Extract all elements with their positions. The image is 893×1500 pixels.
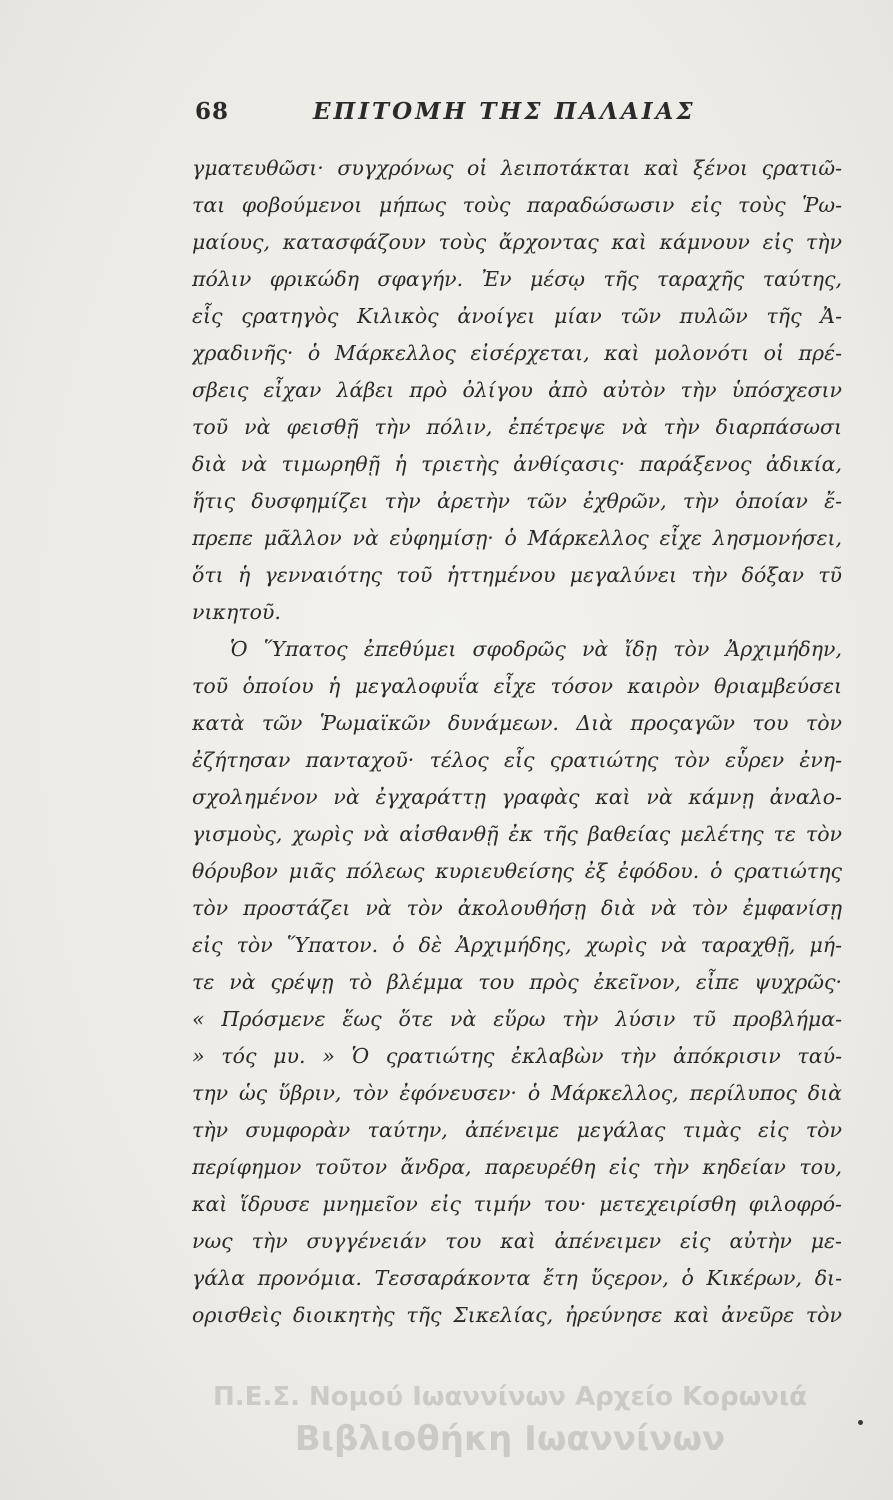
text-line: σβεις εἶχαν λάβει πρὸ ὀλίγου ἀπὸ αὐτὸν τὴν ὑπόσχεσιν — [192, 378, 842, 402]
running-title: ΕΠΙΤΟΜΗ ΤΗΣ ΠΑΛΑΙΑΣ — [313, 98, 696, 125]
text-line: τε νὰ ςρέψῃ τὸ βλέμμα του πρὸς ἐκεῖνον, εἶπε ψυχρῶς· — [192, 970, 842, 994]
text-line: γματευθῶσι· συγχρόνως οἱ λειποτάκται καὶ ξένοι ςρατιῶ- — [192, 156, 842, 180]
page-header — [195, 98, 835, 138]
text-line: πόλιν φρικώδη σφαγήν. Ἐν μέσῳ τῆς ταραχῆς ταύτης, — [192, 267, 842, 291]
text-line: πρεπε μᾶλλον νὰ εὐφημίσῃ· ὁ Μάρκελλος εἶχε λησμονήσει, — [192, 526, 842, 550]
text-line: » τός μυ. » Ὁ ςρατιώτης ἐκλαβὼν τὴν ἀπόκρισιν ταύ- — [192, 1044, 842, 1068]
text-line: ται φοβούμενοι μήπως τοὺς παραδώσωσιν εἰς τοὺς Ῥω- — [192, 193, 842, 217]
body-text — [192, 150, 842, 1334]
text-line: χραδινῆς· ὁ Μάρκελλος εἰσέρχεται, καὶ μολονότι οἱ πρέ- — [192, 341, 842, 365]
text-line: γάλα προνόμια. Τεσσαράκοντα ἔτη ὕςερον, ὁ Κικέρων, δι- — [192, 1266, 842, 1290]
text-line: διὰ νὰ τιμωρηθῇ ἡ τριετὴς ἀνθίςασις· παράξενος ἀδικία, — [192, 452, 842, 476]
ink-dot — [858, 1420, 863, 1425]
text-line: εἰς τὸν Ὕπατον. ὁ δὲ Ἀρχιμήδης, χωρὶς νὰ ταραχθῇ, μή- — [192, 933, 842, 957]
text-line: εἷς ςρατηγὸς Κιλικὸς ἀνοίγει μίαν τῶν πυλῶν τῆς Ἀ- — [192, 304, 842, 328]
text-line: μαίους, κατασφάζουν τοὺς ἄρχοντας καὶ κάμνουν εἰς τὴν — [192, 230, 842, 254]
text-line: τὴν συμφορὰν ταύτην, ἀπένειμε μεγάλας τιμὰς εἰς τὸν — [192, 1118, 842, 1142]
text-line: ὅτι ἡ γενναιότης τοῦ ἡττημένου μεγαλύνει τὴν δόξαν τῦ — [192, 563, 842, 587]
text-line: κατὰ τῶν Ῥωμαϊκῶν δυνάμεων. Διὰ προςαγῶν του τὸν — [192, 711, 842, 735]
text-line: την ὡς ὕβριν, τὸν ἐφόνευσεν· ὁ Μάρκελλος, περίλυπος διὰ — [192, 1081, 842, 1105]
text-line: ἥτις δυσφημίζει τὴν ἀρετὴν τῶν ἐχθρῶν, τὴν ὁποίαν ἔ- — [192, 489, 842, 513]
text-line: καὶ ἵδρυσε μνημεῖον εἰς τιμήν του· μετεχειρίσθη φιλοφρό- — [192, 1192, 842, 1216]
text-line: τοῦ ὁποίου ἡ μεγαλοφυΐα εἶχε τόσον καιρὸν θριαμβεύσει — [192, 674, 842, 698]
page-number: 68 — [195, 98, 230, 125]
library-watermark — [170, 1378, 850, 1488]
text-line: σχολημένον νὰ ἐγχαράττῃ γραφὰς καὶ νὰ κάμνῃ ἀναλο- — [192, 785, 842, 809]
text-line: περίφημον τοῦτον ἄνδρα, παρευρέθη εἰς τὴν κηδείαν του, — [192, 1155, 842, 1179]
text-line: θόρυβον μιᾶς πόλεως κυριευθείσης ἐξ ἐφόδου. ὁ ςρατιώτης — [192, 859, 842, 883]
text-line: Ὁ Ὕπατος ἐπεθύμει σφοδρῶς νὰ ἴδῃ τὸν Ἀρχιμήδην, — [230, 637, 842, 661]
text-line: τοῦ νὰ φεισθῇ τὴν πόλιν, ἐπέτρεψε νὰ τὴν διαρπάσωσι — [192, 415, 842, 439]
text-line: τὸν προστάζει νὰ τὸν ἀκολουθήσῃ διὰ νὰ τὸν ἐμφανίσῃ — [192, 896, 842, 920]
text-line: νως τὴν συγγένειάν του καὶ ἀπένειμεν εἰς αὐτὴν με- — [192, 1229, 842, 1253]
text-line: γισμοὺς, χωρὶς νὰ αἰσθανθῇ ἐκ τῆς βαθείας μελέτης τε τὸν — [192, 822, 842, 846]
text-line: ἐζήτησαν πανταχοῦ· τέλος εἷς ςρατιώτης τὸν εὗρεν ἐνη- — [192, 748, 842, 772]
watermark-line-2: Βιβλιοθήκη Ιωαννίνων — [294, 1419, 726, 1459]
text-line: νικητοῦ. — [192, 600, 281, 624]
watermark-line-1: Π.Ε.Σ. Νομού Ιωαννίνων Αρχείο Κορωνιά — [213, 1382, 807, 1412]
text-line: ορισθεὶς διοικητὴς τῆς Σικελίας, ἠρεύνησε καὶ ἀνεῦρε τὸν — [192, 1303, 842, 1327]
text-line: « Πρόσμενε ἕως ὅτε νὰ εὕρω τὴν λύσιν τῦ προβλήμα- — [192, 1007, 842, 1031]
